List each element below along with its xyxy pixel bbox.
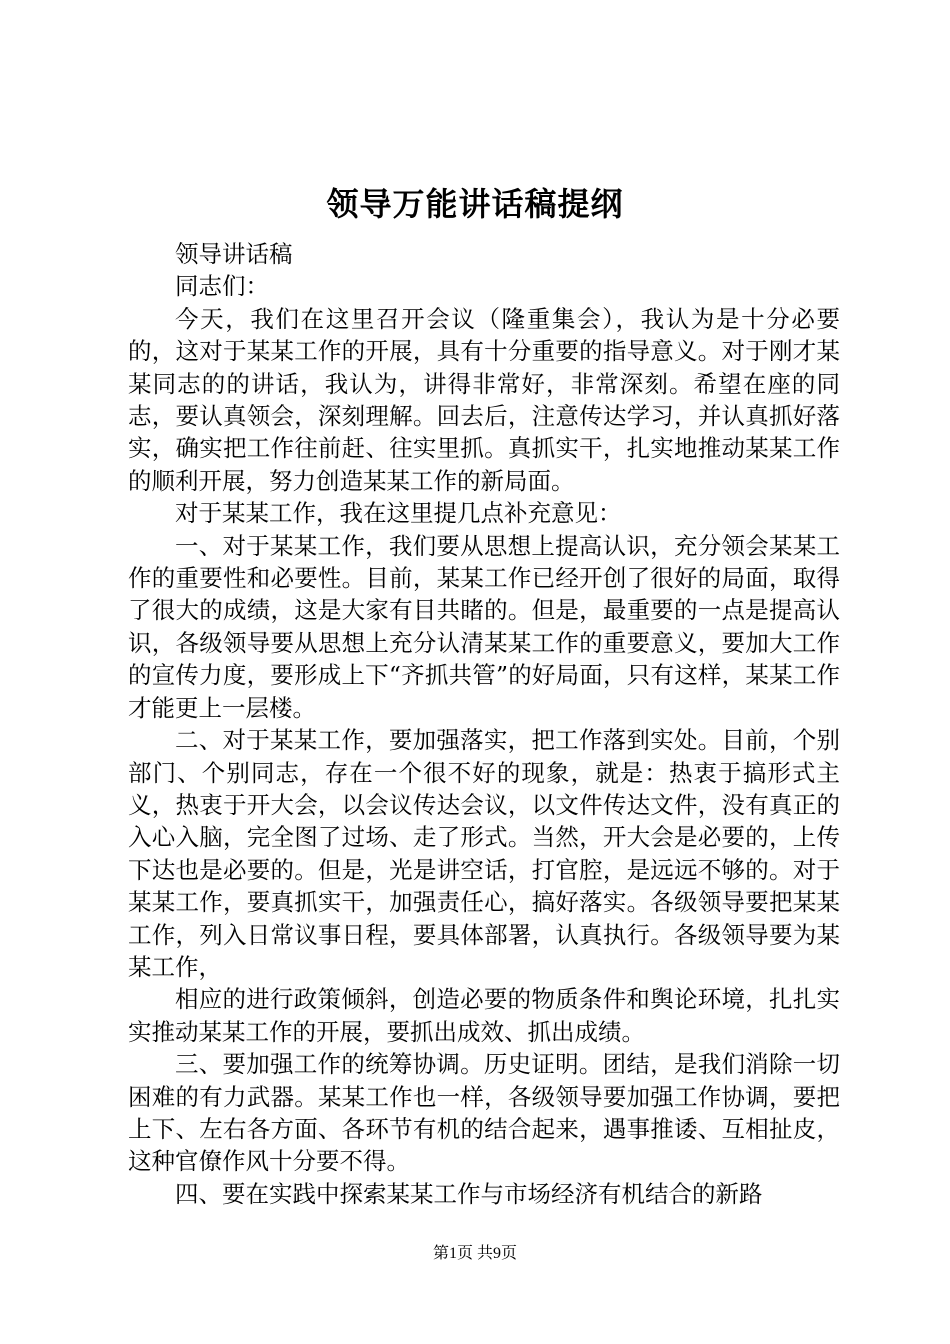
document-title: 领导万能讲话稿提纲 [326,185,624,223]
paragraph-opening: 今天，我们在这里召开会议（隆重集会），我认为是十分必要的，这对于某某工作的开展，具有十分重要的指导意义。对于刚才某某同志的的讲话，我认为，讲得非常好，非常深刻。希望在座的同志，要认真领会，深刻理解。回去后，注意传达学习，并认真抓好落实，确实把工作往前赶、往实里抓。真抓实干，扎实地推动某某工作的顺利开展，努力创造某某工作的新局面。 [128,304,840,495]
paragraph-intro-points: 对于某某工作，我在这里提几点补充意见： [175,499,622,528]
paragraph-point-two: 二、对于某某工作，要加强落实，把工作落到实处。目前，个别部门、个别同志，存在一个很不好的现象，就是：热衷于搞形式主义，热衷于开大会，以会议传达会议，以文件传达文件，没有真正的入心入脑，完全图了过场、走了形式。当然，开大会是必要的，上传下达也是必要的。但是，光是讲空话，打官腔，是远远不够的。对于某某工作，要真抓实干，加强责任心，搞好落实。各级领导要把某某工作，列入日常议事日程，要具体部署，认真执行。各级领导要为某某工作， [128,726,840,981]
page-number-footer: 第1页 共9页 [432,1245,517,1262]
paragraph-heading-label: 领导讲话稿 [175,240,293,268]
paragraph-point-one: 一、对于某某工作，我们要从思想上提高认识，充分领会某某工作的重要性和必要性。目前，某某工作已经开创了很好的局面，取得了很大的成绩，这是大家有目共睹的。但是，最重要的一点是提高认识，各级领导要从思想上充分认清某某工作的重要意义，要加大工作的宣传力度，要形成上下“齐抓共管”的好局面，只有这样，某某工作才能更上一层楼。 [128,531,840,722]
paragraph-point-three: 三、要加强工作的统筹协调。历史证明。团结，是我们消除一切困难的有力武器。某某工作也一样，各级领导要加强工作协调，要把上下、左右各方面、各环节有机的结合起来，遇事推诿、互相扯皮，这种官僚作风十分要不得。 [128,1050,840,1176]
paragraph-salutation: 同志们： [175,272,269,301]
paragraph-point-four: 四、要在实践中探索某某工作与市场经济有机结合的新路 [175,1179,763,1208]
document-body [128,238,840,1210]
paragraph-point-two-continued: 相应的进行政策倾斜，创造必要的物质条件和舆论环境，扎扎实实推动某某工作的开展，要抓出成效、抓出成绩。 [128,985,840,1046]
